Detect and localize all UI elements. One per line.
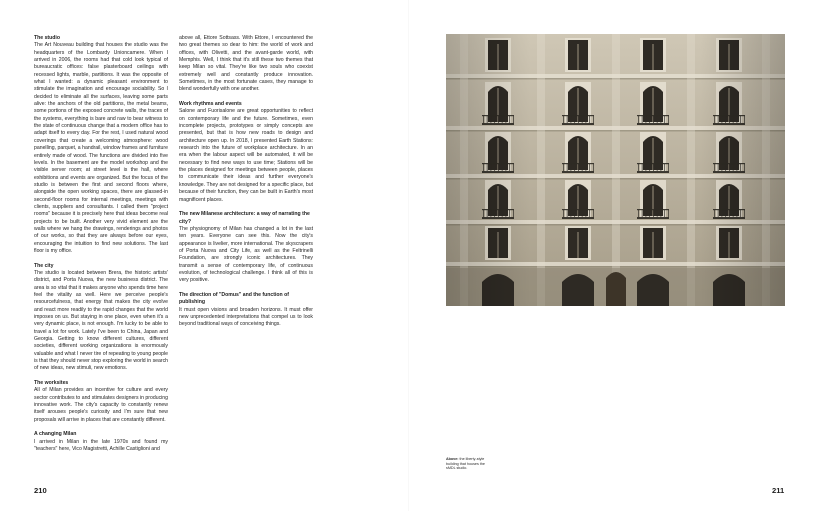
section-heading: The city [34, 262, 54, 269]
section-body: Salone and Fuorisalone are great opportunities to reflect on contemporary life and the future. Sometimes, even incomplete projects, prototypes or simply concepts are presented, but that is how new roads to design and architecture open up. In 2018, I presented Earth Stations: research into the future of workplace architecture. In an era when the labour aspect will be automated, it will be necessary to find new ways to use time; Stations will be the places designed for meetings between people, places to communicate their ideas and further everyone's knowledge. They are not designed for a specific place, but because of their function, they can be built in Earth's most magnificent places. [179, 108, 313, 203]
section-body: All of Milan provides an incentive for culture and every sector contributes to and stimulates designers in producing innovative work. The city's capacity to constantly renew itself arouses people's curiosity and I'm sure that new proposals will arrive in places that are constantly different. [34, 387, 169, 423]
page-number-right: 211 [772, 486, 785, 495]
section-heading: The direction of "Domus" and the function of publishing [179, 291, 289, 306]
section-continued [179, 35, 313, 94]
building-facade-photo [446, 34, 785, 306]
section-domus-direction [179, 292, 313, 329]
section-the-city [34, 263, 168, 373]
caption-lead: Above: [446, 457, 459, 461]
section-heading: A changing Milan [34, 431, 77, 438]
section-body: The Art Nouveau building that houses the studio was the headquarters of the Lombardy Unioncamere. When I arrived in 2006, the rooms had that cold look typical of bureaucratic offices: false plasterboard ceilings with recessed lights, marble, partitions. It was the opposite of what I wanted: a dynamic pleasant environment to stimulate the imagination and encourage sociability. So I decided to eliminate all the surfaces, leaving some parts alive: the anchors of the old partitions, the metal beams, some portions of the exposed concrete walls, the traces of the systems, everything is bare and raw to bear witness to the state of continuous change that a modern office has to adapt itself to every day. For the rest, I used natural wood coverings that create a welcoming atmosphere: wood panelling, parquet, a handrail, window frames and furniture entirely made of wood. The functions are divided into five levels. In the basement are the model workshop and the visible server room; at street level is the hall, where exhibitions and events are organized. But the focus of the studio is between the first and second floors where, alongside the open working spaces, there are glassed-in second-floor rooms for internal meetings, meetings with clients, suppliers and consultants. I called them "project rooms" because it is precisely here that ideas become real projects to be built. Another very vivid element are the walls where we hang the drawings, renderings and photos of our works, so that they are always before our eyes, encouraging the intuition to find new solutions. The last floor is my office. [34, 42, 168, 254]
section-the-worksites [34, 380, 168, 424]
section-new-architecture [179, 211, 313, 284]
section-body: It must open visions and broaden horizons. It must offer new unprecedented interpretations that compel us to look beyond traditional ways of conceiving things. [179, 306, 313, 328]
section-heading: The worksites [34, 380, 69, 387]
caption-text: the liberty-style building that houses the sMDL studio. [446, 457, 485, 470]
section-heading: The studio [34, 35, 60, 41]
section-body: The physiognomy of Milan has changed a lot in the last ten years. Everyone can see this. Now the city's appearance is livelier, more international. The skyscrapers of Porta Nuova and City Life, as well as the Feltrinelli Foundation, are strongly iconic architectures. They transmit a sense of contemporary life, of continuous evolution, of technological challenge. I think all of this is very positive. [179, 225, 313, 284]
section-a-changing-milan [34, 431, 168, 453]
text-column-2 [179, 35, 313, 336]
section-body: above all, Ettore Sottsass. With Ettore, I encountered the two great themes so dear to him: the world of work and offices, with Olivetti, and the avant-garde world, with Memphis. Well, I think that it's still these two themes that keep Milan so vital. They're like two souls who coexist extremely well and constantly produce innovation. Sometimes, in the most fortunate cases, they manage to blend wonderfully with one another. [179, 35, 313, 93]
photo-caption [446, 457, 492, 471]
facade-illustration [446, 34, 785, 306]
section-work-rhythms [179, 101, 313, 204]
section-heading: The new Milanese architecture: a way of narrating the city? [179, 211, 310, 225]
page-number-left: 210 [34, 486, 47, 495]
section-body: I arrived in Milan in the late 1970s and found my "teachers" here, Vico Magistretti, Achille Castiglioni and [34, 438, 168, 453]
section-body: The studio is located between Brera, the historic artists' district, and Porta Nuova, the new business district. The area is so vital that it makes anyone who spends time here feel the vitality as well. Here we perceive people's resourcefulness, that energy that makes the city evolve and react more readily to the rapid changes that the world imposes on us. But staying in one place, even when it's a very dynamic place, is not enough. I'm lucky to be able to travel a lot for work. Lately I've been to China, Japan and Georgia. Getting to know different cultures, different societies, different working organizations is enormously valuable and what I never tire of repeating to young people is that they should never stop exploring the world in search of new ideas, new stimuli, new emotions. [34, 269, 168, 372]
section-heading: Work rhythms and events [179, 101, 242, 108]
section-the-studio [34, 35, 168, 255]
text-column-1 [34, 35, 168, 461]
page-gutter [408, 0, 409, 511]
